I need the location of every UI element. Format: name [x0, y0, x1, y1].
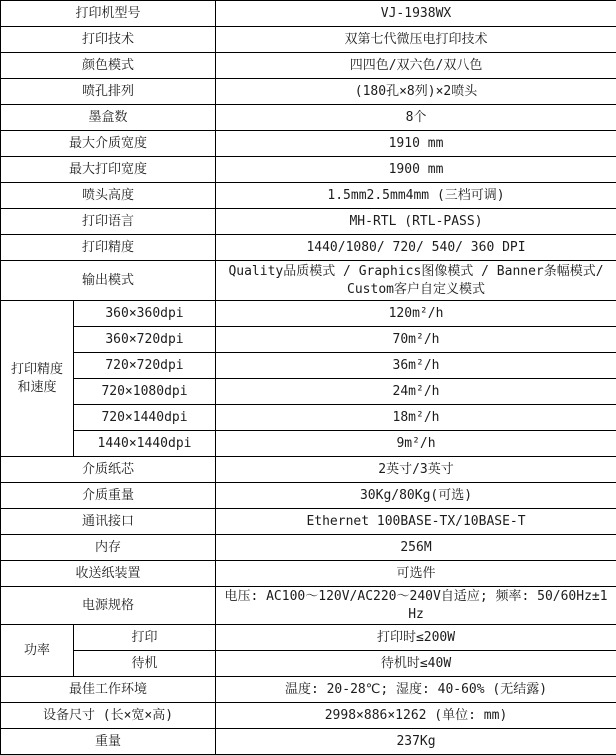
table-row	[1, 535, 616, 561]
spec-value-print-resolution: 1440/1080/ 720/ 540/ 360 DPI	[216, 235, 616, 261]
table-row	[1, 587, 616, 625]
table-row	[1, 327, 616, 353]
table-row	[1, 509, 616, 535]
table-row	[1, 301, 616, 327]
spec-label-color-mode: 颜色模式	[1, 53, 216, 79]
table-row	[1, 105, 616, 131]
spec-label-power-spec: 电源规格	[1, 587, 216, 625]
table-row	[1, 27, 616, 53]
spec-value-1440x1440: 9m²/h	[216, 431, 616, 457]
spec-sublabel-1440x1440: 1440×1440dpi	[74, 431, 216, 457]
spec-label-print-language: 打印语言	[1, 209, 216, 235]
spec-value-ink-cartridge-count: 8个	[216, 105, 616, 131]
spec-label-dimensions: 设备尺寸 (长×宽×高)	[1, 703, 216, 729]
table-row	[1, 1, 616, 27]
table-row	[1, 235, 616, 261]
table-row	[1, 261, 616, 301]
spec-label-printhead-height: 喷头高度	[1, 183, 216, 209]
spec-value-max-media-width: 1910 mm	[216, 131, 616, 157]
spec-value-color-mode: 四四色/双六色/双八色	[216, 53, 616, 79]
table-row	[1, 53, 616, 79]
spec-value-media-core: 2英寸/3英寸	[216, 457, 616, 483]
spec-value-interface: Ethernet 100BASE-TX/10BASE-T	[216, 509, 616, 535]
spec-label-media-core: 介质纸芯	[1, 457, 216, 483]
table-row	[1, 729, 616, 755]
table-row	[1, 131, 616, 157]
table-row	[1, 625, 616, 651]
spec-label-work-environment: 最佳工作环境	[1, 677, 216, 703]
spec-value-max-print-width: 1900 mm	[216, 157, 616, 183]
table-row	[1, 79, 616, 105]
spec-label-nozzle-arrangement: 喷孔排列	[1, 79, 216, 105]
spec-label-print-technology: 打印技术	[1, 27, 216, 53]
spec-value-printing-power: 打印时≤200W	[216, 625, 616, 651]
spec-label-max-media-width: 最大介质宽度	[1, 131, 216, 157]
spec-sublabel-720x1080: 720×1080dpi	[74, 379, 216, 405]
spec-value-output-mode: Quality品质模式 / Graphics图像模式 / Banner条幅模式/ Custom客户自定义模式	[216, 261, 616, 301]
spec-label-weight: 重量	[1, 729, 216, 755]
table-row	[1, 651, 616, 677]
spec-sublabel-printing: 打印	[74, 625, 216, 651]
spec-value-power-spec: 电压: AC100～120V/AC220～240V自适应; 频率: 50/60Hz±1Hz	[216, 587, 616, 625]
spec-value-printhead-height: 1.5mm2.5mm4mm (三档可调)	[216, 183, 616, 209]
spec-value-720x720: 36m²/h	[216, 353, 616, 379]
spec-value-work-environment: 温度: 20-28℃; 湿度: 40-60% (无结露)	[216, 677, 616, 703]
spec-label-ink-cartridge-count: 墨盒数	[1, 105, 216, 131]
table-row	[1, 183, 616, 209]
spec-label-paper-feeder: 收送纸装置	[1, 561, 216, 587]
spec-label-max-print-width: 最大打印宽度	[1, 157, 216, 183]
spec-value-paper-feeder: 可选件	[216, 561, 616, 587]
table-row	[1, 703, 616, 729]
spec-value-print-technology: 双第七代微压电打印技术	[216, 27, 616, 53]
table-row	[1, 379, 616, 405]
spec-label-interface: 通讯接口	[1, 509, 216, 535]
spec-value-nozzle-arrangement: (180孔×8列)×2喷头	[216, 79, 616, 105]
spec-label-output-mode: 输出模式	[1, 261, 216, 301]
spec-label-memory: 内存	[1, 535, 216, 561]
table-row	[1, 431, 616, 457]
spec-sublabel-360x720: 360×720dpi	[74, 327, 216, 353]
spec-sublabel-standby: 待机	[74, 651, 216, 677]
spec-group-label-speed: 打印精度和速度	[1, 301, 74, 457]
table-row	[1, 405, 616, 431]
spec-group-label-power: 功率	[1, 625, 74, 677]
spec-label-media-weight: 介质重量	[1, 483, 216, 509]
spec-value-weight: 237Kg	[216, 729, 616, 755]
spec-value-360x720: 70m²/h	[216, 327, 616, 353]
table-row	[1, 561, 616, 587]
table-row	[1, 677, 616, 703]
spec-value-dimensions: 2998×886×1262 (单位: mm)	[216, 703, 616, 729]
spec-sublabel-720x720: 720×720dpi	[74, 353, 216, 379]
spec-value-printer-model: VJ-1938WX	[216, 1, 616, 27]
table-row	[1, 157, 616, 183]
spec-value-standby-power: 待机时≤40W	[216, 651, 616, 677]
spec-value-media-weight: 30Kg/80Kg(可选)	[216, 483, 616, 509]
spec-value-print-language: MH-RTL (RTL-PASS)	[216, 209, 616, 235]
spec-value-720x1440: 18m²/h	[216, 405, 616, 431]
table-row	[1, 457, 616, 483]
spec-value-360x360: 120m²/h	[216, 301, 616, 327]
table-row	[1, 483, 616, 509]
spec-sublabel-360x360: 360×360dpi	[74, 301, 216, 327]
spec-label-printer-model: 打印机型号	[1, 1, 216, 27]
spec-label-print-resolution: 打印精度	[1, 235, 216, 261]
spec-value-memory: 256M	[216, 535, 616, 561]
spec-value-720x1080: 24m²/h	[216, 379, 616, 405]
table-row	[1, 353, 616, 379]
table-row	[1, 209, 616, 235]
spec-sublabel-720x1440: 720×1440dpi	[74, 405, 216, 431]
